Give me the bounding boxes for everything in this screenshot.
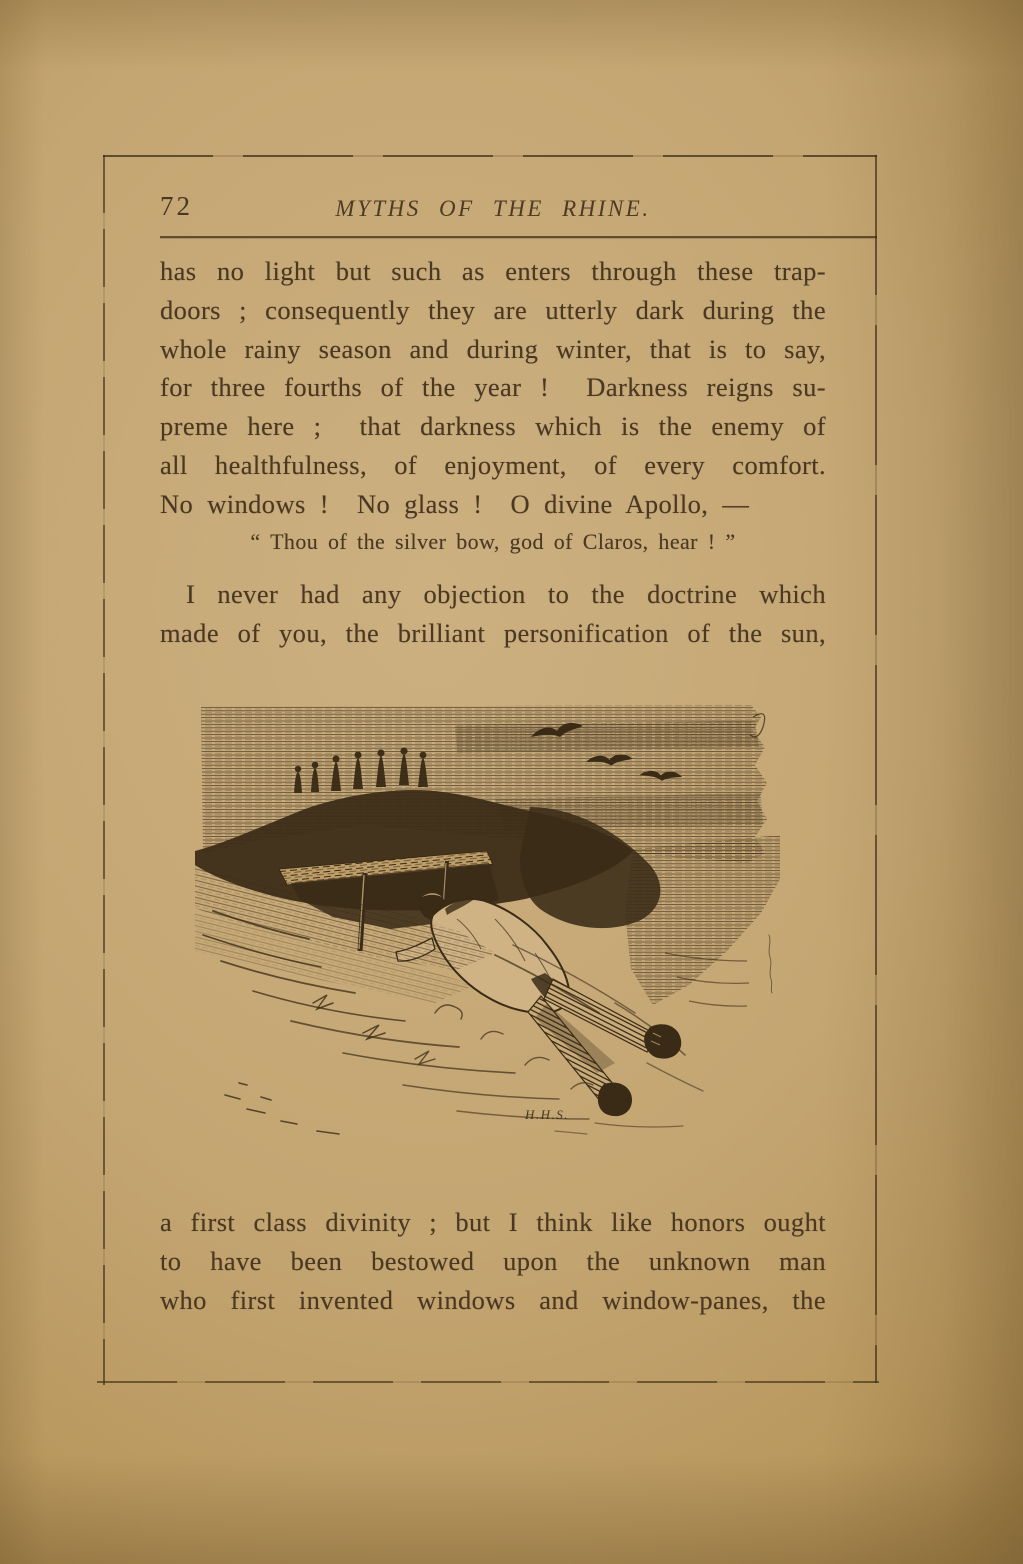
- page-frame: [103, 155, 877, 1383]
- header-rule: [160, 236, 877, 239]
- text-line: all healthfulness, of enjoyment, of every comfort.: [160, 449, 826, 480]
- body-paragraph-3: [160, 1203, 826, 1319]
- frame-border-right: [875, 155, 877, 1383]
- text-line: a first class divinity ; but I think like honors ought: [160, 1207, 826, 1237]
- engraver-mark: [769, 935, 772, 993]
- text-line: for three fourths of the year ! Darkness reigns su-: [160, 372, 826, 403]
- frame-border-top: [103, 155, 877, 157]
- body-paragraph-1: [160, 252, 826, 524]
- right-hillside: [625, 835, 780, 1006]
- frame-border-left: [103, 155, 105, 1385]
- text-line: No windows ! No glass ! O divine Apollo, —: [160, 488, 750, 519]
- text-line: made of you, the brilliant personification of the sun,: [160, 617, 826, 648]
- page-number: 72: [160, 191, 193, 221]
- text-line: preme here ; that darkness which is the enemy of: [160, 411, 826, 442]
- frame-border-bottom: [97, 1381, 879, 1383]
- running-header-title: MYTHS OF THE RHINE.: [335, 196, 651, 221]
- illustration-signature: H.H.S.: [525, 1107, 570, 1122]
- body-paragraph-2: [160, 575, 826, 653]
- engraving-illustration: [195, 703, 785, 1140]
- text-line: who first invented windows and window-panes, the: [160, 1284, 826, 1315]
- text-line: doors ; consequently they are utterly dark during the: [160, 294, 826, 325]
- verse-quote: “ Thou of the silver bow, god of Claros, hear ! ”: [250, 529, 736, 554]
- text-line: whole rainy season and during winter, that is to say,: [160, 333, 826, 364]
- text-line: to have been bestowed upon the unknown man: [160, 1245, 826, 1276]
- text-line: I never had any objection to the doctrine which: [186, 579, 826, 609]
- text-line: has no light but such as enters through these trap-: [160, 256, 826, 286]
